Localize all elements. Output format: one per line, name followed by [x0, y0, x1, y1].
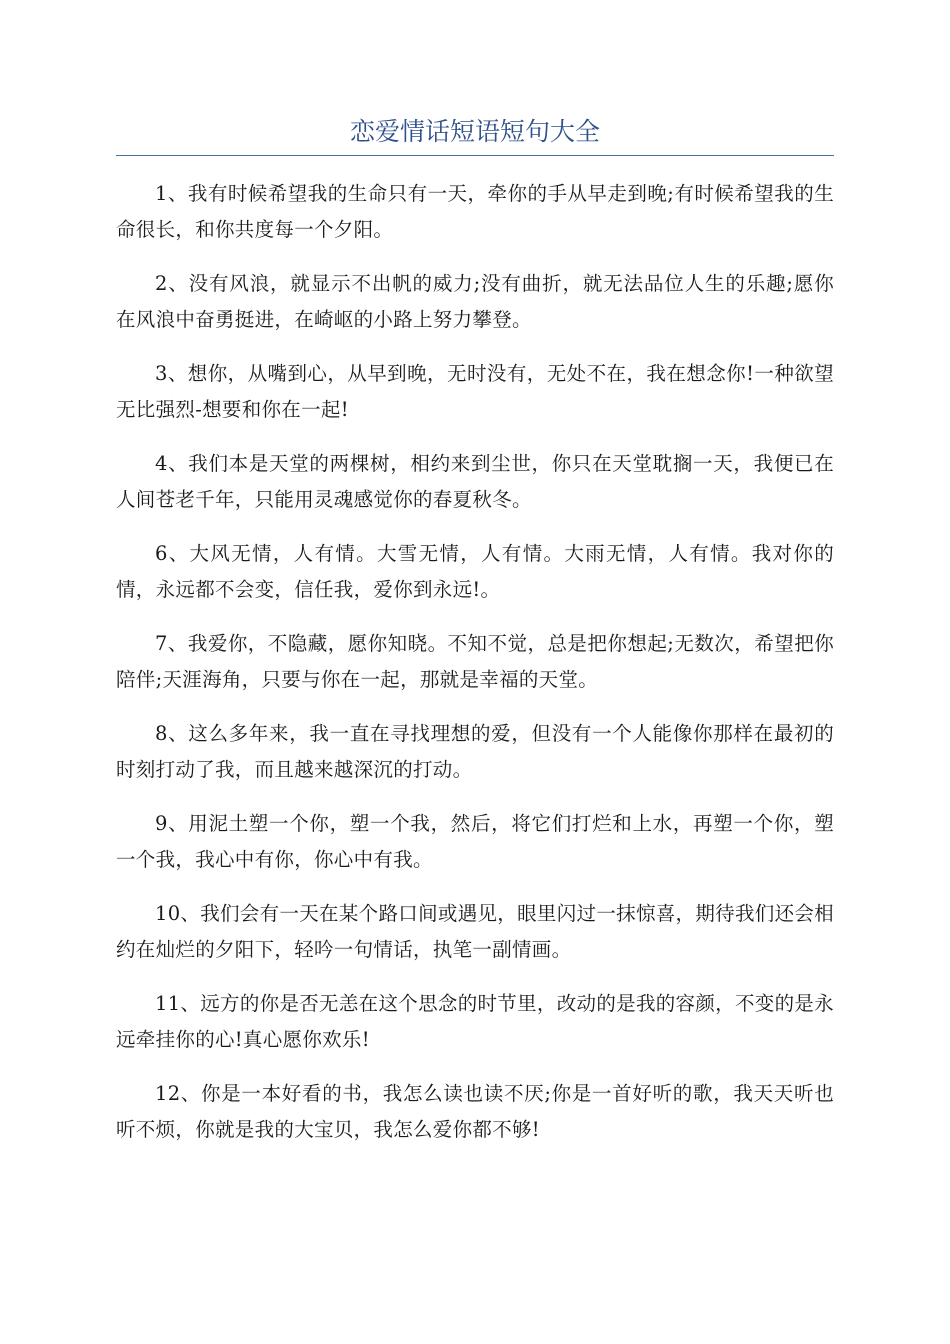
- paragraph-6: 6、大风无情，人有情。大雪无情，人有情。大雨无情，人有情。我对你的情，永远都不会变，信任我，爱你到永远!。: [116, 542, 834, 601]
- document-body: [116, 176, 834, 1166]
- paragraph-7: 7、我爱你，不隐藏，愿你知晓。不知不觉，总是把你想起;无数次，希望把你陪伴;天涯海角，只要与你在一起，那就是幸福的天堂。: [116, 632, 834, 691]
- paragraph-4: 4、我们本是天堂的两棵树，相约来到尘世，你只在天堂耽搁一天，我便已在人间苍老千年，只能用灵魂感觉你的春夏秋冬。: [116, 452, 834, 511]
- paragraph-8: 8、这么多年来，我一直在寻找理想的爱，但没有一个人能像你那样在最初的时刻打动了我，而且越来越深沉的打动。: [116, 722, 834, 781]
- paragraph-9: 9、用泥土塑一个你，塑一个我，然后，将它们打烂和上水，再塑一个你，塑一个我，我心中有你，你心中有我。: [116, 812, 834, 871]
- paragraph-2: 2、没有风浪，就显示不出帆的威力;没有曲折，就无法品位人生的乐趣;愿你在风浪中奋勇挺进，在崎岖的小路上努力攀登。: [116, 272, 834, 331]
- paragraph-10: 10、我们会有一天在某个路口间或遇见，眼里闪过一抹惊喜，期待我们还会相约在灿烂的夕阳下，轻吟一句情话，执笔一副情画。: [116, 902, 834, 961]
- paragraph-12: 12、你是一本好看的书，我怎么读也读不厌;你是一首好听的歌，我天天听也听不烦，你就是我的大宝贝，我怎么爱你都不够!: [116, 1082, 834, 1141]
- paragraph-1: 1、我有时候希望我的生命只有一天，牵你的手从早走到晚;有时候希望我的生命很长，和你共度每一个夕阳。: [116, 182, 834, 241]
- document-title: 恋爱情话短语短句大全: [116, 112, 834, 156]
- paragraph-3: 3、想你，从嘴到心，从早到晚，无时没有，无处不在，我在想念你!一种欲望无比强烈-想要和你在一起!: [116, 362, 834, 421]
- paragraph-11: 11、远方的你是否无恙在这个思念的时节里，改动的是我的容颜，不变的是永远牵挂你的心!真心愿你欢乐!: [116, 992, 834, 1051]
